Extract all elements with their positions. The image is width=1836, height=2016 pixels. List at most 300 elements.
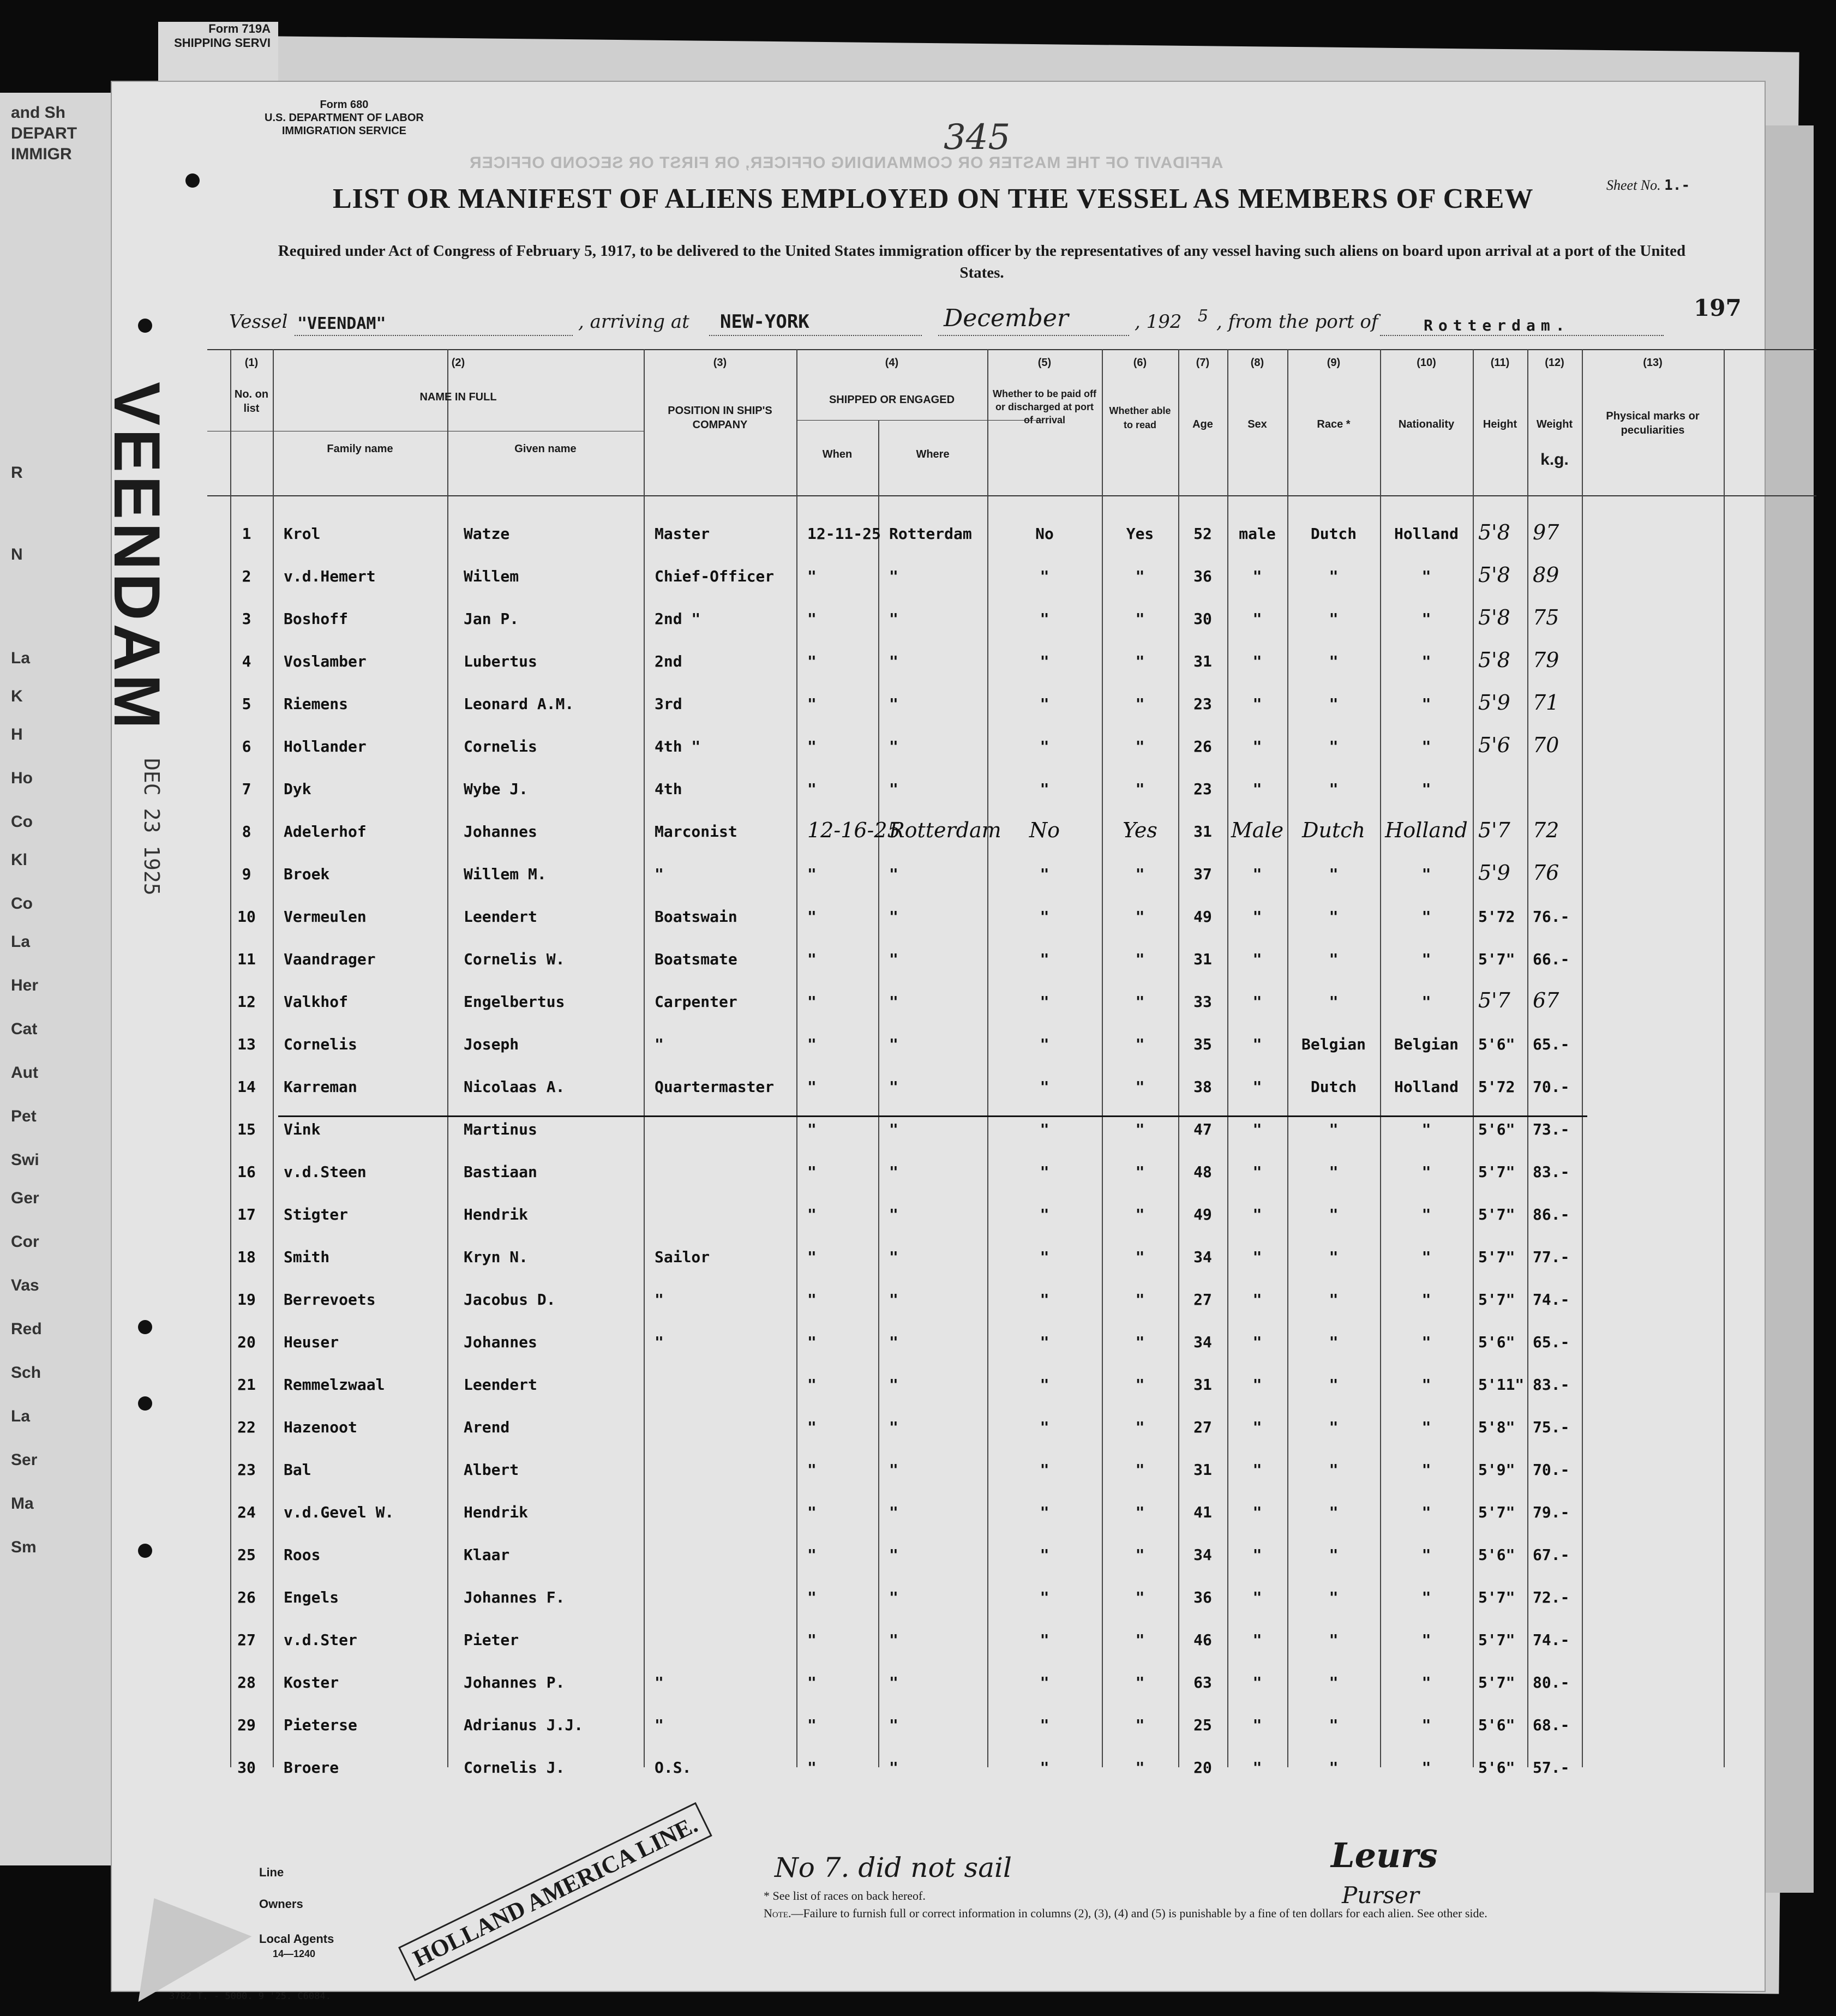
cell-read: Yes: [1123, 818, 1157, 842]
cell-sex: ": [1252, 1673, 1262, 1691]
cell-paid: No: [1029, 818, 1060, 842]
cell-age: 48: [1193, 1163, 1212, 1181]
cell-sex: ": [1252, 1461, 1262, 1479]
cell-race: ": [1329, 1673, 1339, 1691]
cell-no: 1: [242, 525, 251, 543]
cell-weight: 72.-: [1533, 1588, 1570, 1606]
cell-family: v.d.Gevel W.: [284, 1503, 394, 1521]
col-num-9: (9): [1327, 357, 1341, 369]
cell-family: Bal: [284, 1461, 311, 1479]
cell-paid: ": [1040, 567, 1049, 585]
cell-no: 25: [237, 1546, 256, 1564]
cell-where: ": [889, 865, 898, 883]
table-row: [207, 1534, 1816, 1575]
cell-nat: ": [1421, 1291, 1431, 1309]
cell-given: Johannes P.: [464, 1673, 565, 1691]
cell-where: ": [889, 1078, 898, 1096]
cell-height: 5'6": [1478, 1120, 1515, 1138]
cell-nat: ": [1421, 1503, 1431, 1521]
page-subtitle: Required under Act of Congress of February 5, 1917, to be delivered to the United States immigration officer by the representatives of any vessel having such aliens on board upon arrival at a port of the United States.: [278, 242, 1686, 281]
cell-read: ": [1135, 1376, 1145, 1394]
header-weight: Weight: [1536, 418, 1573, 430]
cell-given: Hendrik: [464, 1205, 529, 1223]
col-num-10: (10): [1417, 357, 1436, 369]
cell-when: ": [807, 610, 817, 628]
cell-family: Karreman: [284, 1078, 357, 1096]
cell-height: 5'6": [1478, 1035, 1515, 1053]
cell-given: Martinus: [464, 1120, 537, 1138]
table-border-top: [207, 349, 1816, 350]
cell-nat: Holland: [1385, 818, 1468, 842]
table-row: [207, 896, 1816, 937]
sheet-number-value: 1.-: [1664, 177, 1690, 194]
cell-when: ": [807, 1120, 817, 1138]
cell-weight: 77.-: [1533, 1248, 1570, 1266]
year-suffix: 5: [1198, 307, 1209, 326]
cell-when: ": [807, 1333, 817, 1351]
cell-weight: 79.-: [1533, 1503, 1570, 1521]
cell-height: 5'6": [1478, 1546, 1515, 1564]
cell-sex: ": [1252, 908, 1262, 926]
cell-height: 5'6": [1478, 1333, 1515, 1351]
cell-when: ": [807, 1759, 817, 1777]
cell-weight: 74.-: [1533, 1631, 1570, 1649]
cell-family: Hollander: [284, 737, 367, 755]
cell-when: ": [807, 1631, 817, 1649]
cell-where: ": [889, 1546, 898, 1564]
cell-no: 20: [237, 1333, 256, 1351]
cell-when: 12-16-25: [807, 818, 901, 842]
cell-given: Leendert: [464, 908, 537, 926]
table-row: [207, 1279, 1816, 1320]
left-strip-text: Vas: [11, 1276, 39, 1294]
handwritten-page-number: 345: [944, 117, 1011, 158]
cell-race: Belgian: [1301, 1035, 1366, 1053]
cell-when: ": [807, 1418, 817, 1436]
cell-race: ": [1329, 1546, 1339, 1564]
cell-where: ": [889, 652, 898, 670]
cell-nat: Holland: [1394, 1078, 1459, 1096]
cell-race: ": [1329, 1205, 1339, 1223]
cell-height: 5'9: [1478, 861, 1510, 885]
cell-where: ": [889, 993, 898, 1011]
cell-race: ": [1329, 1163, 1339, 1181]
cell-given: Adrianus J.J.: [464, 1716, 584, 1734]
cell-given: Albert: [464, 1461, 519, 1479]
cell-no: 28: [237, 1673, 256, 1691]
table-row: [207, 555, 1816, 597]
cell-when: ": [807, 1503, 817, 1521]
cell-height: 5'8: [1478, 648, 1510, 672]
failure-note: [764, 1905, 1487, 1922]
cell-when: ": [807, 993, 817, 1011]
cell-paid: ": [1040, 610, 1049, 628]
header-nationality: Nationality: [1398, 418, 1455, 430]
cell-age: 34: [1193, 1333, 1212, 1351]
header-able-to-read: Whether able to read: [1109, 405, 1171, 430]
table-row: [207, 811, 1816, 852]
cell-when: ": [807, 1248, 817, 1266]
cell-race: ": [1329, 1588, 1339, 1606]
cell-no: 4: [242, 652, 251, 670]
cell-race: ": [1329, 950, 1339, 968]
left-strip-text: Co: [11, 813, 33, 831]
purser-title: Purser: [1342, 1882, 1419, 1909]
cell-family: Roos: [284, 1546, 321, 1564]
cell-no: 27: [237, 1631, 256, 1649]
cell-paid: No: [1035, 525, 1054, 543]
col-num-8: (8): [1250, 357, 1264, 369]
cell-height: 5'7": [1478, 1163, 1515, 1181]
cell-where: ": [889, 1503, 898, 1521]
table-row: [207, 1023, 1816, 1065]
cell-age: 33: [1193, 993, 1212, 1011]
cell-race: ": [1329, 652, 1339, 670]
left-underlying-strip: [0, 93, 115, 1865]
cell-position: Boatswain: [655, 908, 737, 926]
cell-read: ": [1135, 1503, 1145, 1521]
cell-nat: ": [1421, 695, 1431, 713]
cell-when: ": [807, 737, 817, 755]
cell-position: ": [655, 1035, 664, 1053]
cell-read: ": [1135, 908, 1145, 926]
arriving-label: , arriving at: [578, 311, 689, 333]
cell-age: 30: [1193, 610, 1212, 628]
cell-weight: 75: [1533, 605, 1559, 629]
cell-race: ": [1329, 780, 1339, 798]
cell-height: 5'6: [1478, 733, 1510, 757]
cell-no: 11: [237, 950, 256, 968]
punch-hole: [138, 1544, 152, 1558]
cell-age: 20: [1193, 1759, 1212, 1777]
cell-height: 5'7": [1478, 1631, 1515, 1649]
cell-read: ": [1135, 993, 1145, 1011]
cell-weight: 86.-: [1533, 1205, 1570, 1223]
left-strip-text: Co: [11, 895, 33, 913]
cell-age: 47: [1193, 1120, 1212, 1138]
cell-when: ": [807, 567, 817, 585]
cell-read: ": [1135, 1546, 1145, 1564]
cell-where: ": [889, 780, 898, 798]
cell-age: 25: [1193, 1716, 1212, 1734]
cell-no: 3: [242, 610, 251, 628]
cell-race: ": [1329, 993, 1339, 1011]
cell-age: 23: [1193, 695, 1212, 713]
cell-age: 31: [1193, 652, 1212, 670]
arrival-month: December: [944, 304, 1069, 332]
cell-paid: ": [1040, 1503, 1049, 1521]
vessel-underline: [295, 335, 573, 336]
cell-paid: ": [1040, 1673, 1049, 1691]
cell-when: ": [807, 1588, 817, 1606]
cell-age: 35: [1193, 1035, 1212, 1053]
cell-weight: 76.-: [1533, 908, 1570, 926]
cell-weight: 72: [1533, 818, 1559, 842]
cell-no: 17: [237, 1205, 256, 1223]
cell-when: ": [807, 1291, 817, 1309]
cell-sex: Male: [1231, 818, 1284, 842]
cell-where: ": [889, 950, 898, 968]
form-680-block: [265, 98, 424, 137]
cell-race: ": [1329, 1333, 1339, 1351]
cell-age: 46: [1193, 1631, 1212, 1649]
holland-america-line-stamp: HOLLAND AMERICA LINE.: [398, 1802, 712, 1981]
cell-when: ": [807, 1035, 817, 1053]
cell-nat: ": [1421, 610, 1431, 628]
cell-when: ": [807, 908, 817, 926]
cell-paid: ": [1040, 1120, 1049, 1138]
cell-weight: 70.-: [1533, 1461, 1570, 1479]
cell-where: ": [889, 737, 898, 755]
cell-given: Hendrik: [464, 1503, 529, 1521]
punch-hole: [138, 1396, 152, 1411]
col-num-2: (2): [451, 357, 465, 369]
cell-paid: ": [1040, 695, 1049, 713]
cell-position: 4th ": [655, 737, 701, 755]
cell-nat: ": [1421, 1631, 1431, 1649]
cell-height: 5'8: [1478, 605, 1510, 629]
cell-when: ": [807, 1716, 817, 1734]
corner-form-service: SHIPPING SERVI: [174, 36, 271, 50]
print-code: 3782 T. - 5000. 9 '25. C6084.: [169, 1991, 331, 2002]
cell-height: 5'7: [1478, 818, 1510, 842]
cell-race: Dutch: [1302, 818, 1365, 842]
cell-sex: ": [1252, 1716, 1262, 1734]
col-num-3: (3): [713, 357, 727, 369]
cell-position: 4th: [655, 780, 682, 798]
cell-family: v.d.Hemert: [284, 567, 376, 585]
cell-nat: ": [1421, 1673, 1431, 1691]
cell-nat: ": [1421, 1120, 1431, 1138]
cell-paid: ": [1040, 737, 1049, 755]
cell-read: ": [1135, 1588, 1145, 1606]
cell-age: 63: [1193, 1673, 1212, 1691]
cell-height: 5'72: [1478, 1078, 1515, 1096]
cell-age: 34: [1193, 1248, 1212, 1266]
cell-read: ": [1135, 1759, 1145, 1777]
cell-race: Dutch: [1310, 1078, 1357, 1096]
table-row: [207, 1151, 1816, 1192]
cell-race: ": [1329, 1759, 1339, 1777]
cell-read: ": [1135, 1333, 1145, 1351]
cell-nat: ": [1421, 1759, 1431, 1777]
table-row: [207, 981, 1816, 1022]
cell-position: Carpenter: [655, 993, 737, 1011]
left-strip-text: Aut: [11, 1064, 38, 1082]
col-num-11: (11): [1490, 357, 1510, 369]
cell-family: Riemens: [284, 695, 349, 713]
cell-race: Dutch: [1310, 525, 1357, 543]
cell-paid: ": [1040, 1588, 1049, 1606]
cell-age: 41: [1193, 1503, 1212, 1521]
left-strip-text: Her: [11, 976, 39, 994]
cell-when: ": [807, 1205, 817, 1223]
cell-family: Cornelis: [284, 1035, 357, 1053]
cell-sex: ": [1252, 610, 1262, 628]
cell-read: ": [1135, 1248, 1145, 1266]
cell-height: 5'7": [1478, 1291, 1515, 1309]
cell-sex: ": [1252, 737, 1262, 755]
cell-where: ": [889, 610, 898, 628]
header-physical-marks: Physical marks or peculiarities: [1606, 410, 1700, 436]
cell-weight: 68.-: [1533, 1716, 1570, 1734]
cell-family: Broek: [284, 865, 330, 883]
cell-paid: ": [1040, 1716, 1049, 1734]
cell-nat: ": [1421, 908, 1431, 926]
cell-age: 36: [1193, 567, 1212, 585]
table-row: [207, 1364, 1816, 1405]
month-underline: [938, 335, 1129, 336]
cell-given: Wybe J.: [464, 780, 529, 798]
cell-sex: ": [1252, 567, 1262, 585]
cell-read: ": [1135, 652, 1145, 670]
cell-family: v.d.Ster: [284, 1631, 357, 1649]
cell-paid: ": [1040, 1163, 1049, 1181]
cell-read: ": [1135, 780, 1145, 798]
cell-weight: 79: [1533, 648, 1559, 672]
cell-age: 31: [1193, 823, 1212, 841]
cell-paid: ": [1040, 1631, 1049, 1649]
cell-where: Rotterdam: [889, 818, 1001, 842]
cell-nat: Belgian: [1394, 1035, 1459, 1053]
cell-when: ": [807, 1673, 817, 1691]
header-weight-unit: k.g.: [1540, 451, 1569, 469]
cell-position: Quartermaster: [655, 1078, 775, 1096]
cell-given: Cornelis W.: [464, 950, 565, 968]
cell-where: ": [889, 1035, 898, 1053]
cell-family: Voslamber: [284, 652, 367, 670]
cell-sex: ": [1252, 695, 1262, 713]
cell-where: ": [889, 695, 898, 713]
cell-no: 23: [237, 1461, 256, 1479]
cell-no: 8: [242, 823, 251, 841]
cell-paid: ": [1040, 1248, 1049, 1266]
cell-weight: 65.-: [1533, 1333, 1570, 1351]
left-strip-text: Cor: [11, 1233, 39, 1251]
cell-where: Rotterdam: [889, 525, 972, 543]
cell-sex: male: [1239, 525, 1276, 543]
cell-sex: ": [1252, 1333, 1262, 1351]
cell-where: ": [889, 1248, 898, 1266]
cell-height: 5'7": [1478, 1205, 1515, 1223]
cell-family: Remmelzwaal: [284, 1376, 385, 1394]
cell-family: Berrevoets: [284, 1291, 376, 1309]
cell-family: Engels: [284, 1588, 339, 1606]
table-row: [207, 640, 1816, 682]
cell-when: ": [807, 695, 817, 713]
cell-weight: 80.-: [1533, 1673, 1570, 1691]
cell-paid: ": [1040, 1078, 1049, 1096]
cell-age: 31: [1193, 1376, 1212, 1394]
cell-given: Nicolaas A.: [464, 1078, 565, 1096]
cell-nat: ": [1421, 1418, 1431, 1436]
cell-given: Leendert: [464, 1376, 537, 1394]
cell-nat: ": [1421, 1248, 1431, 1266]
cell-read: ": [1135, 865, 1145, 883]
cell-read: ": [1135, 1716, 1145, 1734]
cell-nat: ": [1421, 1588, 1431, 1606]
cell-read: ": [1135, 1120, 1145, 1138]
from-port-label: , from the port of: [1216, 311, 1378, 333]
cell-given: Johannes F.: [464, 1588, 565, 1606]
cell-height: 5'7: [1478, 988, 1510, 1012]
footer-line-label: Line: [259, 1865, 284, 1879]
cell-race: ": [1329, 1503, 1339, 1521]
cell-where: ": [889, 567, 898, 585]
cell-paid: ": [1040, 1546, 1049, 1564]
cell-age: 31: [1193, 1461, 1212, 1479]
cell-sex: ": [1252, 993, 1262, 1011]
cell-no: 14: [237, 1078, 256, 1096]
cell-race: ": [1329, 908, 1339, 926]
left-strip-text: La: [11, 933, 31, 951]
cell-race: ": [1329, 610, 1339, 628]
col-num-12: (12): [1545, 357, 1564, 369]
date-vertical-stamp: DEC 23 1925: [140, 758, 164, 896]
cell-age: 37: [1193, 865, 1212, 883]
service-name: IMMIGRATION SERVICE: [281, 125, 407, 137]
cell-race: ": [1329, 1631, 1339, 1649]
header-name-in-full: NAME IN FULL: [419, 391, 497, 403]
sheet-number-label: Sheet No.: [1606, 177, 1661, 193]
cell-position: Boatsmate: [655, 950, 737, 968]
header-position: POSITION IN SHIP'S COMPANY: [668, 405, 772, 431]
table-row: [207, 938, 1816, 980]
cell-height: 5'8: [1478, 563, 1510, 587]
cell-weight: 70: [1533, 733, 1559, 757]
cell-sex: ": [1252, 950, 1262, 968]
cell-nat: ": [1421, 950, 1431, 968]
port-of-arrival: NEW-YORK: [720, 311, 809, 333]
cell-nat: ": [1421, 1205, 1431, 1223]
cell-age: 38: [1193, 1078, 1212, 1096]
cell-family: Valkhof: [284, 993, 349, 1011]
cell-family: Heuser: [284, 1333, 339, 1351]
left-strip-text: R: [11, 464, 23, 482]
left-strip-text: Swi: [11, 1151, 39, 1169]
cell-nat: ": [1421, 1376, 1431, 1394]
cell-height: 5'8": [1478, 1418, 1515, 1436]
cell-family: Adelerhof: [284, 823, 367, 841]
cell-where: ": [889, 1716, 898, 1734]
cell-height: 5'7": [1478, 1503, 1515, 1521]
cell-sex: ": [1252, 1759, 1262, 1777]
cell-sex: ": [1252, 1418, 1262, 1436]
cell-nat: ": [1421, 652, 1431, 670]
cell-paid: ": [1040, 780, 1049, 798]
cell-paid: ": [1040, 1035, 1049, 1053]
punch-hole: [138, 319, 152, 333]
year-prefix: , 192: [1135, 311, 1182, 333]
cell-paid: ": [1040, 1418, 1049, 1436]
cell-where: ": [889, 1205, 898, 1223]
note-label: Note.: [764, 1906, 791, 1920]
cell-sex: ": [1252, 1503, 1262, 1521]
cell-weight: 70.-: [1533, 1078, 1570, 1096]
header-given-name: Given name: [514, 443, 577, 455]
left-strip-text: K: [11, 687, 23, 705]
cell-read: ": [1135, 950, 1145, 968]
cell-when: ": [807, 1461, 817, 1479]
corner-form-number: Form 719A: [208, 22, 271, 35]
cell-position: ": [655, 1716, 664, 1734]
punch-hole: [185, 173, 200, 188]
cell-position: Chief-Officer: [655, 567, 775, 585]
cell-nat: ": [1421, 780, 1431, 798]
cell-when: ": [807, 950, 817, 968]
cell-no: 5: [242, 695, 251, 713]
note-text: —Failure to furnish full or correct information in columns (2), (3), (4) and (5) is punishable by a fine of ten dollars for each alien. See other side.: [791, 1906, 1487, 1920]
